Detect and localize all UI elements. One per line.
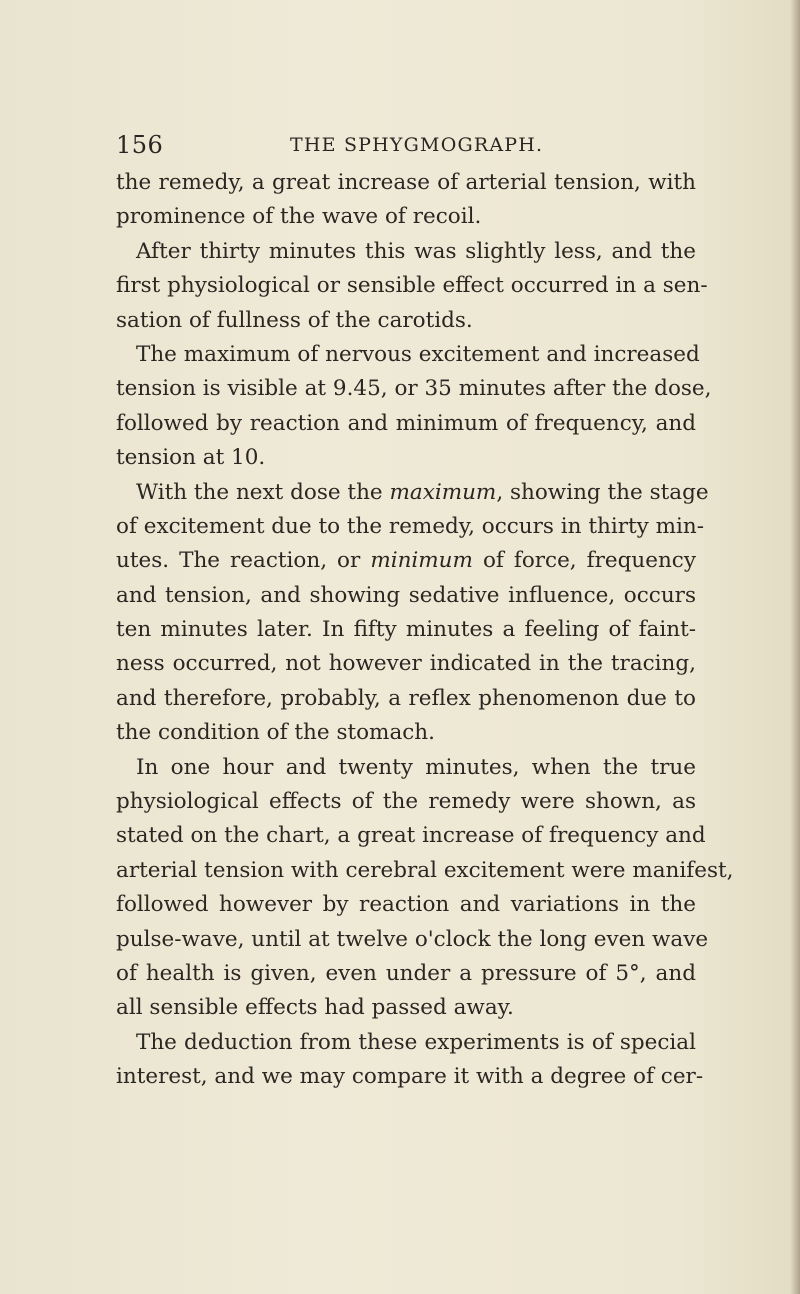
text-line: of health is given, even under a pressure of 5°, and bbox=[116, 960, 696, 986]
text-run: utes. The reaction, or bbox=[116, 548, 371, 574]
text-line: ness occurred, not however indicated in the tracing, bbox=[116, 651, 696, 677]
page-number: 156 bbox=[116, 131, 164, 159]
text-line: sation of fullness of the carotids. bbox=[116, 307, 473, 333]
text-line: followed however by reaction and variations in the bbox=[116, 892, 696, 918]
text-line: physiological effects of the remedy were shown, as bbox=[116, 789, 696, 815]
text-line: arterial tension with cerebral excitement were manifest, bbox=[116, 857, 734, 883]
text-line: The deduction from these experiments is of special bbox=[136, 1029, 696, 1055]
text-line: tension at 10. bbox=[116, 445, 266, 471]
emphasis-minimum: minimum bbox=[370, 548, 473, 574]
text-run: of force, frequency bbox=[472, 548, 696, 574]
text-line: the condition of the stomach. bbox=[116, 720, 435, 746]
text-line: interest, and we may compare it with a degree of cer- bbox=[116, 1064, 704, 1090]
text-line: tension is visible at 9.45, or 35 minutes after the dose, bbox=[116, 376, 712, 402]
text-line: first physiological or sensible effect occurred in a sen- bbox=[116, 273, 708, 299]
text-run: , showing the stage bbox=[496, 479, 709, 505]
running-head: THE SPHYGMOGRAPH. bbox=[290, 134, 544, 156]
text-line: followed by reaction and minimum of frequency, and bbox=[116, 410, 696, 436]
text-line: prominence of the wave of recoil. bbox=[116, 204, 482, 230]
emphasis-maximum: maximum bbox=[389, 479, 497, 505]
text-line: and therefore, probably, a reflex phenomenon due to bbox=[116, 685, 696, 711]
text-line: pulse-wave, until at twelve o'clock the long even wave bbox=[116, 926, 709, 952]
text-line: stated on the chart, a great increase of frequency and bbox=[116, 823, 706, 849]
text-line: In one hour and twenty minutes, when the true bbox=[136, 754, 696, 780]
body-text bbox=[116, 166, 734, 1095]
text-line: ten minutes later. In fifty minutes a feeling of faint- bbox=[116, 617, 696, 643]
text-line: of excitement due to the remedy, occurs in thirty min- bbox=[116, 513, 704, 539]
text-run: With the next dose the bbox=[136, 479, 390, 505]
page-edge-shadow bbox=[790, 0, 800, 1294]
text-line: and tension, and showing sedative influence, occurs bbox=[116, 582, 696, 608]
text-line: the remedy, a great increase of arterial tension, with bbox=[116, 170, 696, 195]
text-line: all sensible effects had passed away. bbox=[116, 995, 514, 1021]
text-line bbox=[116, 476, 709, 510]
text-line: The maximum of nervous excitement and increased bbox=[136, 341, 700, 367]
text-line bbox=[116, 544, 696, 578]
text-line: After thirty minutes this was slightly less, and the bbox=[136, 238, 696, 264]
page-header bbox=[116, 131, 696, 161]
